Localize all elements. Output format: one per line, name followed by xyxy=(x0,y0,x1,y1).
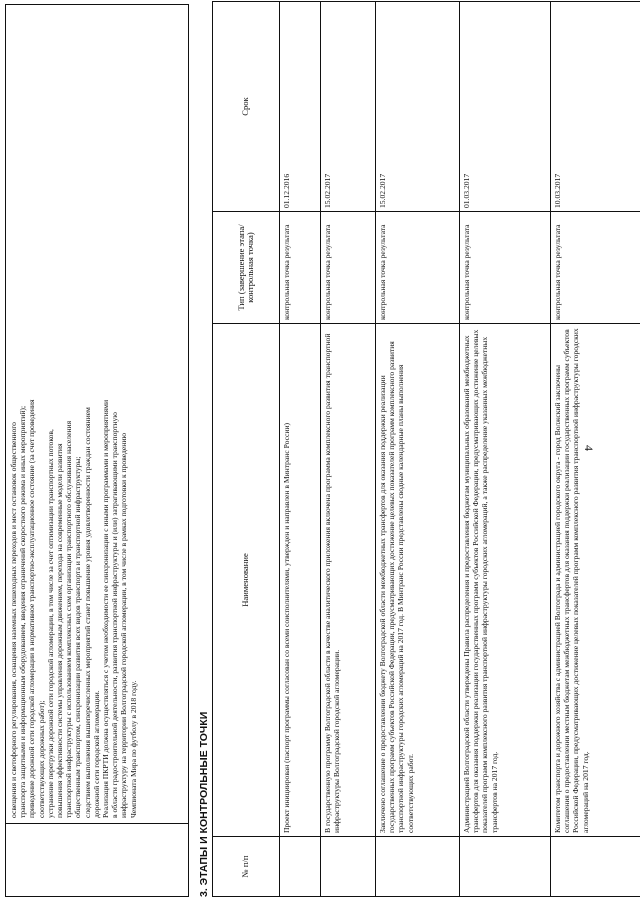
continuation-line: следствием выполнения вышеперечисленных мероприятий станет повышение уровня удовлетворенности граждан состоянием xyxy=(82,407,92,818)
cell-type: контрольная точка результата xyxy=(321,212,376,324)
page-number: 4 xyxy=(582,445,596,451)
cell-type: контрольная точка результата xyxy=(280,212,321,324)
cell-name: Комитетом транспорта и дорожного хозяйства с администрацией Волгограда и администрацией городского округа - город Волжский заключены соглашения о предоставлении местным бюджетам межбюджетных трансфертов для оказания поддержки реализации государственных программ субъектов Российской Федерации, предусматривающих достижение целевых показателей программ комплексного развития транспортной инфраструктуры городских агломераций на 2017 год. xyxy=(551,324,640,837)
continuation-line: инфраструктуру на территории Волгоградской городской агломерации, в том числе в рамках подготовки к проведению xyxy=(119,432,129,818)
table-row xyxy=(460,2,551,897)
table-row xyxy=(551,2,640,897)
continuation-line: транспортной инфраструктуры с использованием комплексных схем организации транспортного обслуживания населения xyxy=(64,420,74,818)
cell-num xyxy=(551,837,640,897)
header-type: Тип (завершение этапа/контрольная точка) xyxy=(213,212,280,324)
continuation-empty-column xyxy=(6,823,188,896)
cell-type: контрольная точка результата xyxy=(551,212,640,324)
table-header-row xyxy=(213,2,280,897)
cell-term: 01.12.2016 xyxy=(280,2,321,212)
cell-num xyxy=(321,837,376,897)
continuation-line: повышения эффективности системы управления дорожным движением, перехода на современные модели развития xyxy=(55,443,65,818)
cell-term: 01.03.2017 xyxy=(460,2,551,212)
header-num: № п/п xyxy=(213,837,280,897)
table-row xyxy=(376,2,460,897)
cell-name: Администрацией Волгоградской области утверждены Правила распределения и предоставления бюджетам муниципальных образований межбюджетных трансфертов для оказания поддержки реализации государственных программ субъектов Российской Федерации, предусматривающих достижение целевых показателей программ комплексного развития транспортной инфраструктуры городских агломераций, а также распределение указанных межбюджетных трансфертов на 2017 год. xyxy=(460,324,551,837)
cell-type: контрольная точка результата xyxy=(376,212,460,324)
cell-name: Заключено соглашение о предоставлении бюджету Волгоградской области межбюджетных трансфертов для оказания поддержки реализации государственных программ субъектов Российской Федерации, предусматривающих достижение целевых показателей программ комплексного развития транспортной инфраструктуры городских агломераций на 2017 год. В Минтранс России представлены сводные календарные планы выполнения соответствующих работ. xyxy=(376,324,460,837)
header-name: Наименование xyxy=(213,324,280,837)
continuation-line: соответствующих дорожных работ); xyxy=(36,700,46,818)
cell-type: контрольная точка результата xyxy=(460,212,551,324)
continuation-line: освещения и светофорного регулирования, оснащения наземных пешеходных переходов и мест остановок общественного xyxy=(9,422,18,818)
continuation-line: устранение перегрузки дорожной сети городской агломерации, в том числе за счет оптимизации транспортных потоков, xyxy=(45,429,55,818)
stages-table xyxy=(212,1,640,897)
continuation-line: транспорта защитными и информационным оборудованием, введения ограничений скоростного режима и иных мероприятий); xyxy=(18,405,28,818)
cell-num xyxy=(460,837,551,897)
continuation-table-frame xyxy=(5,4,189,897)
header-term: Срок xyxy=(213,2,280,212)
cell-term: 10.03.2017 xyxy=(551,2,640,212)
continuation-line: в области градостроительной деятельности, развития транспортной инфраструктуры и (или) затрагивающими транспортную xyxy=(110,412,120,818)
table-row xyxy=(280,2,321,897)
cell-num xyxy=(280,837,321,897)
table-row xyxy=(321,2,376,897)
cell-name: Проект инициирован (паспорт программы согласован со всеми соисполнителями, утвержден и направлен в Минтранс России) xyxy=(280,324,321,837)
cell-num xyxy=(376,837,460,897)
continuation-line: Реализация ПКРТИ должна осуществляться с учетом необходимости ее синхронизации с иными программами и мероприятиями xyxy=(101,399,111,818)
continuation-line: приведение дорожной сети городской агломерации в нормативное транспортно-эксплуатационное состояние (за счет проведения xyxy=(27,399,37,818)
continuation-line: общественным транспортом, синхронизации развития всех видов транспорта и транспортной инфраструктуры; xyxy=(73,456,83,818)
cell-name: В государственную программу Волгоградской области в качестве аналитического приложения включена программа комплексного развития транспортной инфраструктуры Волгоградской городской агломерации. xyxy=(321,324,376,837)
continuation-text-block xyxy=(9,11,138,818)
cell-term: 15.02.2017 xyxy=(376,2,460,212)
continuation-line: дорожной сети городской агломерации. xyxy=(91,690,101,818)
section-title: 3. ЭТАПЫ И КОНТРОЛЬНЫЕ ТОЧКИ xyxy=(198,711,210,897)
continuation-line: Чемпионата Мира по футболу в 2018 году. xyxy=(128,680,138,818)
cell-term: 15.02.2017 xyxy=(321,2,376,212)
